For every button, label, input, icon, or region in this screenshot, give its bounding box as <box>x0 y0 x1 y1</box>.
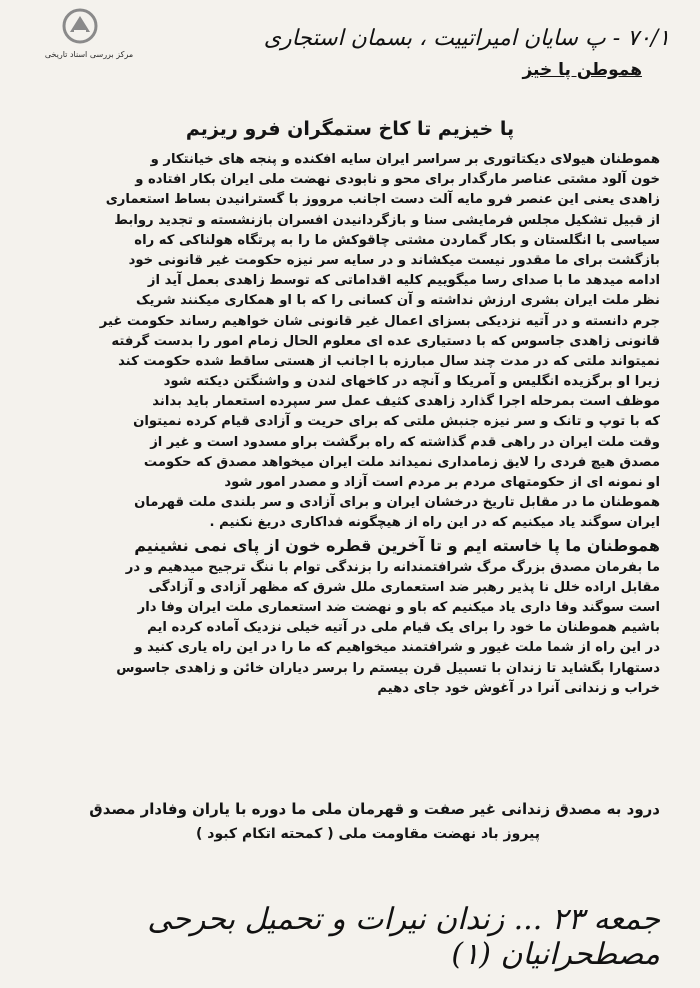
document-title: پا خیزیم تا کاخ ستمگران فرو ریزیم <box>185 118 515 140</box>
body-line: جرم دانسته و در آتیه نزدیکی بسزای اعمال غیر قانونی شان خواهیم رساند حکومت غیر <box>99 313 660 329</box>
body-line: در این راه از شما ملت غیور و شرافتمند میخواهیم که ما را در این راه یاری کنید و <box>134 640 660 656</box>
body-line: از قبیل تشکیل مجلس فرمایشی سنا و بازگردانیدن افسران بازنشسته و تجدید روابط <box>114 212 660 228</box>
document-body <box>48 150 660 699</box>
body-line: سیاسی با انگلستان و بکار گماردن مشتی چاقوکش ما را به پرتگاه هولناکی که راه <box>134 232 660 248</box>
closing-signature: پیروز باد نهضت مقاومت ملی ( کمحته اتکام کبود ) <box>195 826 540 842</box>
body-line: هموطنان هیولای دیکتاتوری بر سراسر ایران سایه افکنده و پنجه های خیانتکار و <box>150 152 660 167</box>
body-line: قانونی زاهدی جاسوس که با دستیاری عده ای معلوم الحال زمام امور را بدست گرفته <box>111 333 660 349</box>
body-line: است سوگند وفا داری یاد میکنیم که باو و نهضت ضد استعماری ملت ایران وفا دار <box>137 599 660 615</box>
body-line: ادامه میدهد ما با صدای رسا میگوییم کلیه اقداماتی که توسط زاهدی بعمل آید از <box>147 273 660 289</box>
body-line: خون آلود مشتی عناصر مارگدار برای محو و نابودی نهضت ملی ایران بکار افتاده و <box>135 172 660 188</box>
bottom-handwritten-note: جمعه ۲۳ ... زندان نیرات و تحمیل بحرحی مصطحرانیان (۱) <box>147 902 660 972</box>
document-heading: هموطن پا خیز <box>522 60 642 80</box>
body-line: مصدق هیچ فردی را لایق زمامداری نمیداند ملت ایران میخواهد مصدق که حکومت <box>143 454 660 470</box>
body-line: موظف است بمرحله اجرا گذارد زاهدی کثیف عمل سر سپرده استعمار باید بداند <box>152 394 660 410</box>
body-line: هموطنان ما در مقابل تاریخ درخشان ایران و برای آزادی و سر بلندی ملت قهرمان <box>134 495 660 511</box>
body-line: نظر ملت ایران بشری ارزش نداشته و آن کسانی را که با او همکاری میکنند شریک <box>135 293 660 309</box>
archive-logo <box>14 6 154 66</box>
body-line: که با توپ و تانک و سر نیزه جنبش ملتی که برای حریت و آزادی قیام کرده نمیتوان <box>133 414 660 430</box>
top-handwritten-note: ۷۰/۱ - پ سایان امیراتییت ، بسمان استجاری <box>263 26 670 51</box>
body-line: مقابل اراده خلل نا پذیر رهبر ضد استعماری ملل شرق که مظهر آزادی و آزادگی <box>148 579 660 595</box>
emphasis-line: هموطنان ما پا خاسته ایم و تا آخرین قطره خون از پای نمی نشینیم <box>134 535 660 555</box>
body-line: زیرا او برگزیده انگلیس و آمریکا و آنچه در کاخهای لندن و واشنگتن دیکته شود <box>163 374 660 390</box>
archive-logo-icon <box>62 8 98 44</box>
closing-salute: درود به مصدق زندانی غیر صفت و قهرمان ملی ما دوره با یاران وفادار مصدق <box>89 800 660 818</box>
archive-logo-text: مرکز بررسی اسناد تاریخی <box>44 50 134 59</box>
body-line: ما بفرمان مصدق بزرگ مرگ شرافتمندانه را بزندگی توام با ننگ ترجیح میدهیم و در <box>125 559 660 575</box>
body-line: بازگشت برای ما مقدور نیست میکشاند و در سایه سر نیزه حکومت غیر قانونی خود <box>128 252 660 268</box>
body-line: نمیتواند ملتی که در مدت چند سال مبارزه با اجانب از هستی ساقط شده حکومت کند <box>118 353 660 369</box>
body-line: زاهدی یعنی این عنصر فرو مایه آلت دست اجانب مرووز با گسترانیدن بساط استعماری <box>105 192 660 208</box>
body-line: وقت ملت ایران در راهی قدم گذاشته که راه برگشت براو مسدود است و غیر از <box>150 434 660 450</box>
body-line: ایران سوگند یاد میکنیم که در این راه از هیچگونه فداکاری دریغ نکنیم . <box>209 515 660 531</box>
body-line: او نمونه ای از حکومتهای مردم بر مردم است آزاد و مصدر امور شود <box>224 475 660 490</box>
body-line: خراب و زندانی آنرا در آغوش خود جای دهیم <box>377 680 660 696</box>
body-line: باشیم هموطنان ما خود را برای یک قیام ملی در آتیه خیلی نزدیک آماده کرده ایم <box>147 620 660 636</box>
body-line: دستهارا بگشاید تا زندان با تسبیل قرن بیستم را برسر دیاران خائن و زاهدی جاسوس <box>116 660 660 676</box>
